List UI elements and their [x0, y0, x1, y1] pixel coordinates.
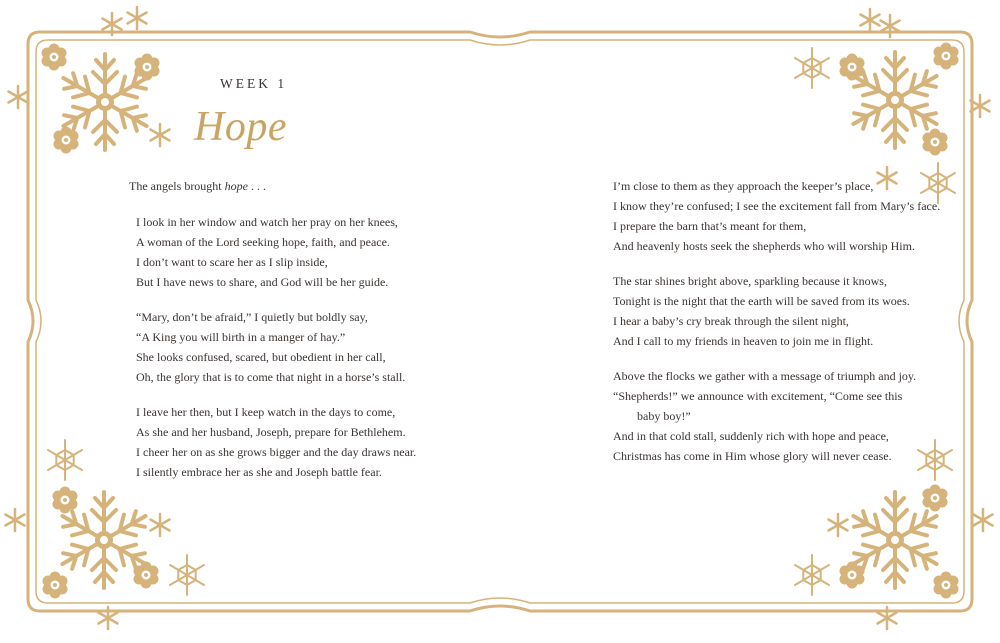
poem-line: “Shepherds!” we announce with excitement, “Come see this	[613, 389, 903, 403]
poem-line: I leave her then, but I keep watch in the days to come,	[136, 405, 396, 419]
poem-line: I hear a baby’s cry break through the silent night,	[613, 314, 849, 328]
stanza	[613, 366, 933, 466]
poem-line: I cheer her on as she grows bigger and the day draws near.	[136, 445, 417, 459]
intro-line	[129, 179, 266, 194]
poem-line: Oh, the glory that is to come that night in a horse’s stall.	[136, 370, 406, 384]
poem-line: She looks confused, scared, but obedient in her call,	[136, 350, 386, 364]
poem-right-column	[613, 176, 941, 481]
poem-line: “A King you will birth in a manger of hay.”	[136, 330, 346, 344]
intro-suffix: . . .	[247, 179, 266, 193]
poem-line: I look in her window and watch her pray on her knees,	[136, 215, 398, 229]
poem-line: And heavenly hosts seek the shepherds who will worship Him.	[613, 239, 915, 253]
intro-emphasis: hope	[224, 179, 248, 193]
intro-prefix: The angels brought	[129, 179, 225, 193]
poem-line: But I have news to share, and God will be her guide.	[136, 275, 389, 289]
poem-line: “Mary, don’t be afraid,” I quietly but boldly say,	[136, 310, 368, 324]
poem-line: The star shines bright above, sparkling because it knows,	[613, 274, 887, 288]
week-label: WEEK 1	[220, 76, 288, 91]
poem-line: I’m close to them as they approach the keeper’s place,	[613, 179, 874, 193]
poem-line: baby boy!”	[637, 409, 691, 423]
stanza	[613, 176, 941, 256]
stanza	[136, 307, 456, 387]
poem-line: I silently embrace her as she and Joseph battle fear.	[136, 465, 382, 479]
stanza	[136, 402, 456, 482]
poem-line: And I call to my friends in heaven to join me in flight.	[613, 334, 874, 348]
stanza	[613, 271, 933, 351]
poem-line: As she and her husband, Joseph, prepare for Bethlehem.	[136, 425, 406, 439]
poem-line: Tonight is the night that the earth will be saved from its woes.	[613, 294, 910, 308]
poem-line: A woman of the Lord seeking hope, faith, and peace.	[136, 235, 390, 249]
stanza	[136, 212, 456, 292]
poem-line: I know they’re confused; I see the excitement fall from Mary’s face.	[613, 199, 941, 213]
poem-line: I don’t want to scare her as I slip inside,	[136, 255, 328, 269]
poem-line: And in that cold stall, suddenly rich with hope and peace,	[613, 429, 889, 443]
poem-line: Above the flocks we gather with a message of triumph and joy.	[613, 369, 917, 383]
poem-line: Christmas has come in Him whose glory will never cease.	[613, 449, 892, 463]
poem-left-column	[136, 212, 456, 497]
poem-line: I prepare the barn that’s meant for them,	[613, 219, 807, 233]
page-title: Hope	[194, 104, 287, 150]
